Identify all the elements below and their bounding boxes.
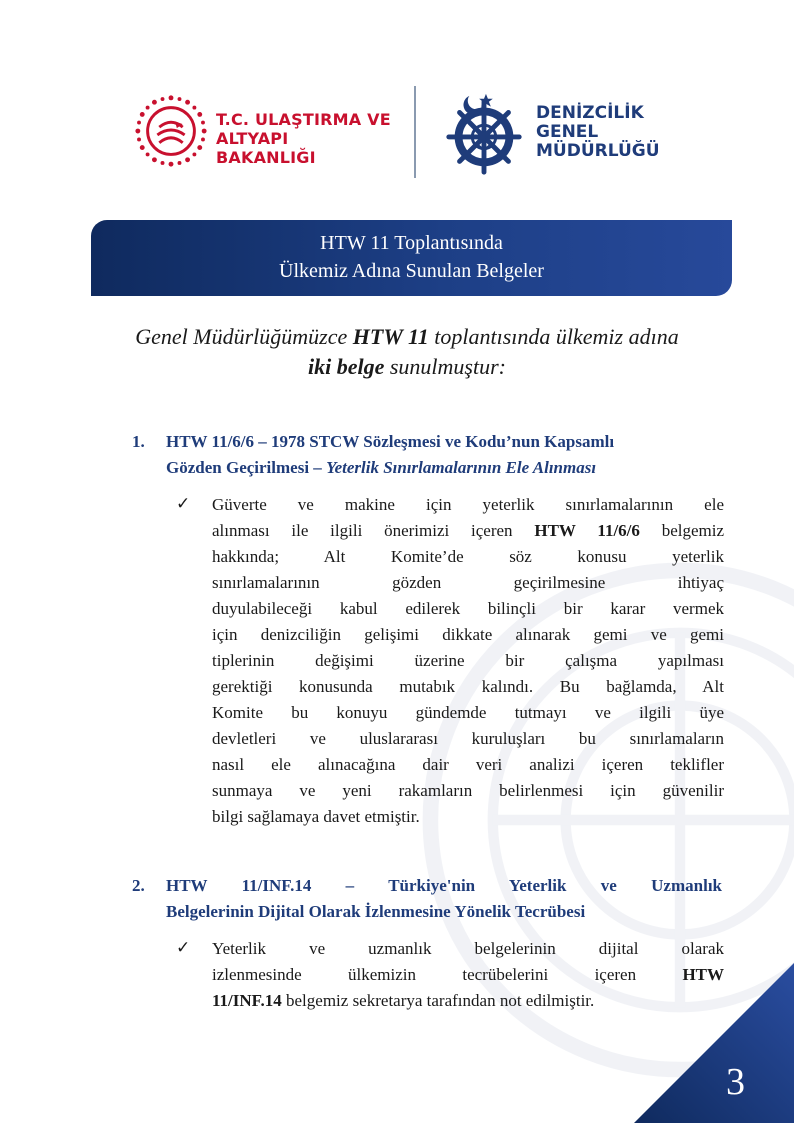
- intro-text: sunulmuştur:: [384, 354, 506, 379]
- checkmark-icon: ✓: [176, 938, 191, 958]
- paragraph-line: bilgi sağlamaya davet etmiştir.: [212, 807, 420, 826]
- paragraph-line: nasıl ele alınacağına dair veri analizi içeren teklifler: [212, 755, 724, 774]
- intro-emphasis: iki belge: [308, 354, 385, 379]
- directorate-name-line2: GENEL: [536, 122, 599, 142]
- paragraph-line: sunmaya ve yeni rakamların belirlenmesi için güvenilir: [212, 781, 724, 800]
- directorate-name-line1: DENİZCİLİK: [536, 103, 644, 123]
- paragraph-line: için denizciliğin gelişimi dikkate alınarak gemi ve gemi: [212, 625, 724, 644]
- paragraph-line: Yeterlik ve uzmanlık belgelerinin dijital olarak: [212, 939, 724, 958]
- paragraph-text: alınması ile ilgili önerimizi içeren: [212, 521, 535, 540]
- document-code: 11/INF.14: [212, 991, 282, 1010]
- ship-wheel-icon: [440, 88, 528, 180]
- paragraph-text: belgemiz sekretarya tarafından not edilmiştir.: [281, 991, 595, 1010]
- paragraph-line: gerektiği konusunda mutabık kalındı. Bu bağlamda, Alt: [212, 677, 724, 696]
- section-title-text: Gözden Geçirilmesi –: [166, 458, 327, 477]
- ministry-logo: [132, 92, 392, 170]
- banner-title-line1: HTW 11 Toplantısında: [320, 232, 503, 254]
- paragraph-line: duyulabileceği kabul edilerek bilinçli bir karar vermek: [212, 599, 724, 618]
- ministry-seal-icon: [132, 92, 210, 170]
- ministry-name-line2: ALTYAPI BAKANLIĞI: [216, 129, 316, 167]
- paragraph-line: Komite bu konuyu gündemde tutmayı ve ilgili üye: [212, 703, 724, 722]
- intro-meeting-name: HTW 11: [352, 324, 429, 349]
- paragraph-line: hakkında; Alt Komite’de söz konusu yeterlik: [212, 547, 724, 566]
- ministry-name-line1: T.C. ULAŞTIRMA VE: [216, 110, 391, 129]
- intro-text: Genel Müdürlüğümüzce: [135, 324, 353, 349]
- paragraph-line: [212, 518, 724, 544]
- document-code: HTW: [682, 965, 724, 984]
- paragraph-line: devletleri ve uluslararası kuruluşları bu sınırlamaların: [212, 729, 724, 748]
- page-number: 3: [726, 1061, 745, 1103]
- section-title-line2: Belgelerinin Dijital Olarak İzlenmesine Yönelik Tecrübesi: [166, 902, 586, 921]
- section-number: 1.: [132, 432, 145, 451]
- title-banner: [91, 220, 732, 296]
- section-title-subject: Yeterlik Sınırlamalarının Ele Alınması: [326, 458, 597, 477]
- intro-text: toplantısında ülkemiz adına: [428, 324, 679, 349]
- page-corner-decoration: [634, 963, 794, 1123]
- section-title-line2: [166, 456, 596, 480]
- intro-line2: [60, 354, 754, 380]
- banner-title-line2: Ülkemiz Adına Sunulan Belgeler: [279, 260, 544, 282]
- checkmark-icon: ✓: [176, 494, 191, 514]
- section-title-line1: HTW 11/INF.14 – Türkiye'nin Yeterlik ve Uzmanlık: [166, 876, 722, 895]
- paragraph-text: izlenmesinde ülkemizin tecrübelerini içeren: [212, 965, 683, 984]
- intro-line1: [60, 324, 754, 350]
- header-divider: [414, 86, 416, 178]
- section-number: 2.: [132, 876, 145, 895]
- paragraph-text: belgemiz: [639, 521, 725, 540]
- document-code: HTW 11/6/6: [534, 521, 640, 540]
- section-title-line1: HTW 11/6/6 – 1978 STCW Sözleşmesi ve Kodu’nun Kapsamlı: [166, 432, 615, 451]
- section-1-paragraph: [212, 492, 724, 830]
- paragraph-line: sınırlamalarının gözden geçirilmesine ihtiyaç: [212, 573, 724, 592]
- directorate-name-line3: MÜDÜRLÜĞÜ: [536, 141, 660, 161]
- paragraph-line: Güverte ve makine için yeterlik sınırlamalarının ele: [212, 495, 724, 514]
- directorate-logo: [440, 88, 680, 180]
- paragraph-line: tiplerinin değişimi üzerine bir çalışma yapılması: [212, 651, 724, 670]
